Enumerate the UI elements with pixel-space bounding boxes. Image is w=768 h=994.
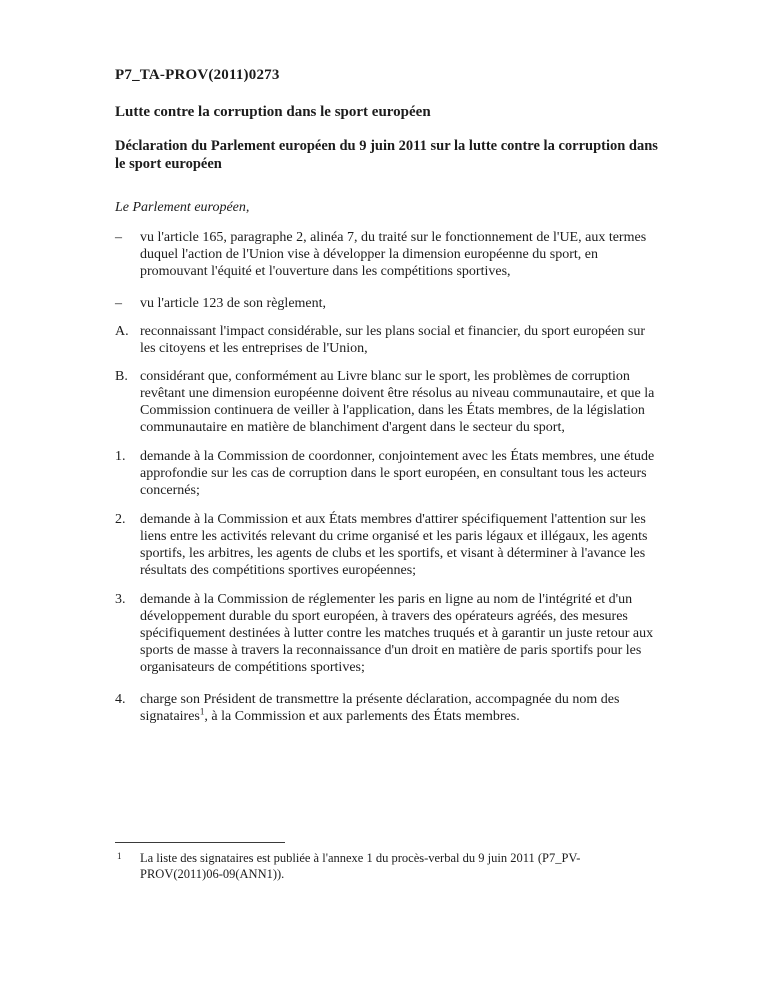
paragraph-text: demande à la Commission et aux États membres d'attirer spécifiquement l'attention sur les liens entre les activités relevant du crime organisé et les paris légaux et illégaux, les agents sportifs, les arbitres, les agents de clubs et les sportifs, et visant à déterminer à l'avance les résultats des compétitions sportives européennes; [140, 512, 648, 578]
recital-item [115, 323, 662, 357]
paragraph-text-after-ref: , à la Commission et aux parlements des États membres. [204, 709, 520, 724]
recital-text: considérant que, conformément au Livre blanc sur le sport, les problèmes de corruption revêtant une dimension européenne doivent être résolus au niveau communautaire, et que la Commission continuera de veiller à l'application, dans les États membres, de la législation communautaire en matière de blanchiment d'argent dans le secteur du sport, [140, 369, 655, 435]
footnote-body [115, 850, 645, 882]
paragraph-item [115, 511, 662, 579]
paragraph-marker: 1. [115, 449, 126, 464]
paragraph-marker: 2. [115, 512, 126, 527]
recital-marker: A. [115, 324, 129, 339]
recital-item [115, 368, 662, 436]
paragraph-text [140, 692, 619, 724]
paragraph-text: demande à la Commission de réglementer les paris en ligne au nom de l'intégrité et d'un développement durable du sport européen, à travers des opérateurs agréés, des mesures spécifiquement destinées à lutter contre les matches truqués et à garantir un juste retour aux sports de masse à travers la reconnaissance d'un droit en matière de paris sportifs pour les organisateurs de compétitions sportives; [140, 592, 654, 675]
doc-reference: P7_TA-PROV(2011)0273 [115, 67, 280, 83]
footnote [115, 842, 662, 882]
paragraph-text-before-ref: charge son Président de transmettre la présente déclaration, accompagnée du nom des signataires [140, 692, 620, 724]
paragraph-item [115, 448, 662, 499]
footnote-marker: 1 [117, 851, 122, 861]
citation-item [115, 295, 662, 312]
paragraph-marker: 4. [115, 692, 126, 707]
paragraph-marker: 3. [115, 592, 126, 607]
footnote-separator [115, 842, 285, 843]
recital-text: reconnaissant l'impact considérable, sur les plans social et financier, du sport européen sur les citoyens et les entreprises de l'Union, [140, 324, 646, 356]
citation-item [115, 229, 662, 280]
citation-text: vu l'article 123 de son règlement, [140, 296, 327, 311]
paragraph-item [115, 591, 662, 676]
doc-subtitle: Déclaration du Parlement européen du 9 juin 2011 sur la lutte contre la corruption dans le sport européen [115, 138, 658, 172]
paragraph-text: demande à la Commission de coordonner, conjointement avec les États membres, une étude approfondie sur les cas de corruption dans le sport européen, en consultant tous les acteurs concernés; [140, 449, 655, 498]
footnote-text: La liste des signataires est publiée à l'annexe 1 du procès-verbal du 9 juin 2011 (P7_PV-PROV(2011)06-09(ANN1)). [140, 851, 581, 881]
intro-line: Le Parlement européen, [115, 200, 250, 215]
citation-marker: – [115, 230, 122, 245]
citation-marker: – [115, 296, 122, 311]
paragraph-item [115, 691, 662, 725]
doc-title: Lutte contre la corruption dans le sport européen [115, 104, 431, 120]
recital-marker: B. [115, 369, 128, 384]
citation-text: vu l'article 165, paragraphe 2, alinéa 7, du traité sur le fonctionnement de l'UE, aux termes duquel l'action de l'Union vise à développer la dimension européenne du sport, en promouvant l'équité et l'ouverture dans les compétitions sportives, [140, 230, 647, 279]
footnote-ref-mark: 1 [199, 706, 205, 717]
